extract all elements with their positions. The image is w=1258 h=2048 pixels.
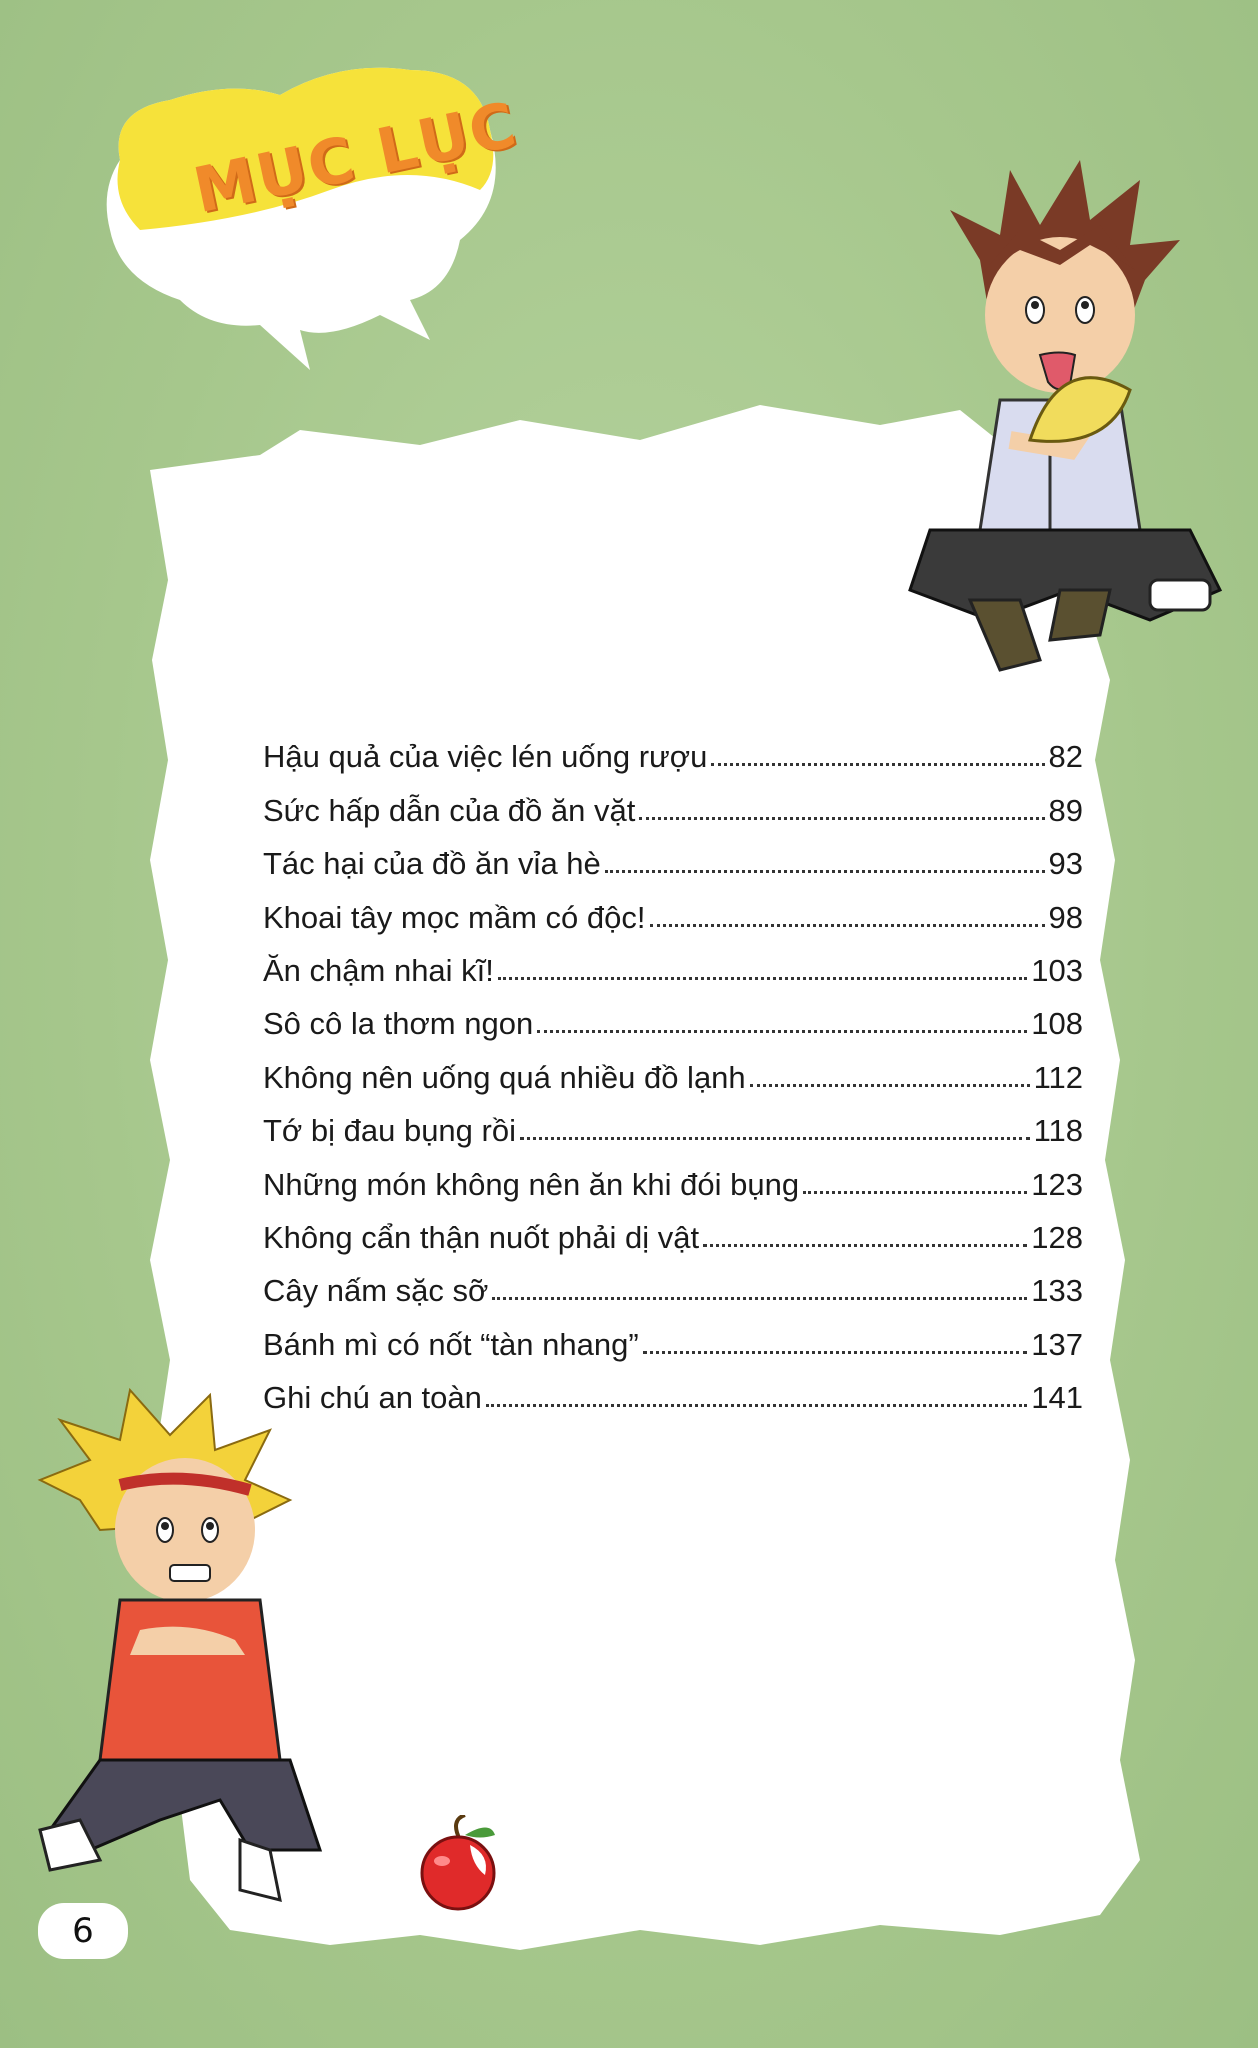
toc-entry-title: Sức hấp dẫn của đồ ăn vặt	[263, 792, 636, 828]
toc-entry-page: 128	[1031, 1219, 1083, 1255]
toc-leader-dots	[750, 1084, 1030, 1087]
toc-entry	[263, 722, 1083, 775]
toc-leader-dots	[711, 763, 1044, 766]
toc-leader-dots	[639, 817, 1044, 820]
toc-entry-title: Những món không nên ăn khi đói bụng	[263, 1166, 800, 1202]
toc-entry-page: 141	[1031, 1380, 1083, 1416]
toc-entry-title: Tớ bị đau bụng rồi	[263, 1113, 516, 1149]
toc-entry-page: 103	[1031, 952, 1083, 988]
toc-entry-title: Ăn chậm nhai kĩ!	[263, 952, 494, 988]
toc-entry-page: 82	[1048, 739, 1083, 775]
toc-entry-page: 89	[1048, 792, 1083, 828]
page-title: MỤC LỤC	[187, 87, 524, 228]
toc-entry-page: 93	[1048, 846, 1083, 882]
toc-leader-dots	[703, 1244, 1027, 1247]
boy-with-fan-illustration	[890, 150, 1250, 710]
toc-entry-title: Không cẩn thận nuốt phải dị vật	[263, 1219, 700, 1255]
toc-entry	[263, 1256, 1083, 1309]
toc-leader-dots	[492, 1297, 1027, 1300]
toc-entry-page: 112	[1033, 1059, 1083, 1095]
toc-entry-title: Bánh mì có nốt “tàn nhang”	[263, 1326, 639, 1362]
title-bubble	[80, 40, 540, 370]
toc-entry	[263, 882, 1083, 935]
toc-leader-dots	[486, 1404, 1027, 1407]
toc-entry	[263, 1149, 1083, 1202]
toc-entry-title: Sô cô la thơm ngon	[263, 1006, 534, 1042]
toc-leader-dots	[498, 977, 1027, 980]
toc-entry	[263, 1096, 1083, 1149]
toc-leader-dots	[643, 1351, 1028, 1354]
toc-entry-title: Tác hại của đồ ăn vỉa hè	[263, 846, 601, 882]
toc-entry	[263, 829, 1083, 882]
page-number: 6	[38, 1903, 128, 1959]
table-of-contents	[263, 722, 1083, 1416]
blond-boy-illustration	[20, 1380, 420, 1940]
toc-entry-page: 133	[1031, 1273, 1083, 1309]
toc-entry	[263, 936, 1083, 989]
toc-entry-title: Không nên uống quá nhiều đồ lạnh	[263, 1059, 746, 1095]
toc-leader-dots	[520, 1137, 1030, 1140]
toc-entry-page: 137	[1031, 1326, 1083, 1362]
toc-entry-page: 123	[1031, 1166, 1083, 1202]
toc-entry	[263, 1042, 1083, 1095]
toc-entry-page: 98	[1048, 899, 1083, 935]
toc-entry	[263, 1309, 1083, 1362]
apple-illustration	[410, 1815, 510, 1915]
toc-entry-title: Ghi chú an toàn	[263, 1380, 482, 1416]
toc-entry-page: 118	[1033, 1113, 1083, 1149]
toc-entry	[263, 989, 1083, 1042]
toc-entry-title: Hậu quả của việc lén uống rượu	[263, 739, 708, 775]
toc-leader-dots	[605, 870, 1045, 873]
toc-entry-title: Khoai tây mọc mầm có độc!	[263, 899, 646, 935]
toc-leader-dots	[803, 1191, 1027, 1194]
toc-leader-dots	[650, 924, 1045, 927]
toc-entry	[263, 1203, 1083, 1256]
toc-entry-title: Cây nấm sặc sỡ	[263, 1273, 489, 1309]
toc-entry	[263, 775, 1083, 828]
toc-entry-page: 108	[1031, 1006, 1083, 1042]
toc-leader-dots	[537, 1030, 1027, 1033]
